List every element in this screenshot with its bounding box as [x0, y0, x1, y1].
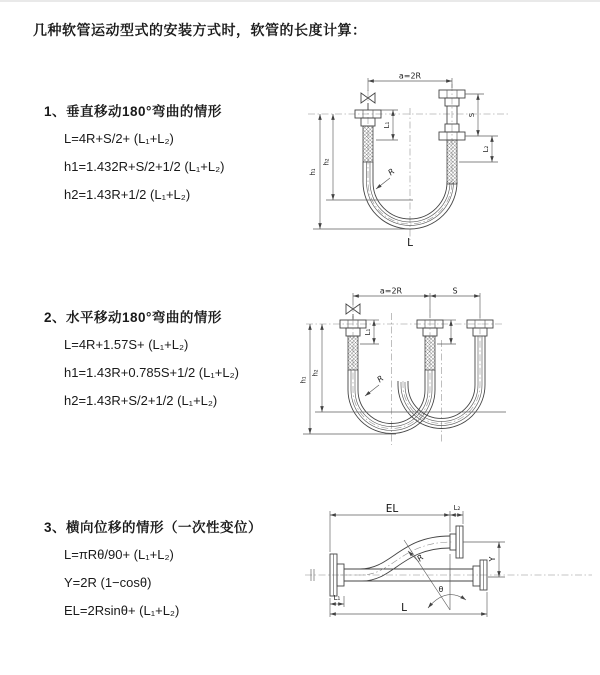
formula-L: L=πRθ/90+ (L₁+L₂) — [64, 547, 174, 562]
dim-label-h2: h₂ — [322, 158, 331, 166]
dim-label-S: S — [452, 286, 458, 296]
dim-label-Y: Y — [488, 556, 497, 562]
formula-h2: h2=1.43R+S/2+1/2 (L₁+L₂) — [64, 393, 218, 408]
dim-label-L1: L₁ — [383, 121, 391, 129]
dim-label-L2: L₂ — [453, 504, 461, 512]
diagram-horizontal-180-bend — [298, 285, 598, 460]
dim-label-L1: L₁ — [333, 594, 341, 602]
length-label-L: L — [407, 237, 413, 249]
dim-label-a2R: a=2R — [379, 286, 403, 296]
radius-label-R: R — [386, 166, 397, 178]
dim-label-S: S — [468, 112, 476, 118]
formula-EL: EL=2Rsinθ+ (L₁+L₂) — [64, 603, 180, 618]
radius-label-R: R — [415, 552, 426, 564]
diagram-vertical-180-bend — [300, 70, 590, 275]
dim-label-EL: EL — [385, 503, 399, 515]
section-3-heading: 3、横向位移的情形（一次性变位） — [44, 520, 263, 535]
dim-label-L2: L₂ — [482, 145, 490, 153]
formula-L: L=4R+1.57S+ (L₁+L₂) — [64, 337, 189, 352]
braided-hose-section-right — [447, 140, 457, 184]
s-curved-hose — [340, 536, 452, 581]
angle-label-theta: θ — [438, 585, 444, 594]
diagram-lateral-displacement — [300, 498, 600, 663]
dim-label-h1: h₁ — [309, 168, 317, 176]
formula-h1: h1=1.43R+0.785S+1/2 (L₁+L₂) — [64, 365, 239, 380]
section-horizontal-180 — [44, 306, 314, 415]
formula-h1: h1=1.432R+S/2+1/2 (L₁+L₂) — [64, 159, 225, 174]
dim-label-L1: L₁ — [364, 328, 372, 336]
page-title: 几种软管运动型式的安装方式时，软管的长度计算： — [33, 22, 367, 38]
formula-h2: h2=1.43R+1/2 (L₁+L₂) — [64, 187, 191, 202]
radius-label-R: R — [375, 373, 386, 385]
dim-label-L: L — [401, 602, 407, 614]
formula-Y: Y=2R (1−cosθ) — [64, 575, 152, 590]
upper-flange-displaced — [450, 526, 463, 558]
formula-L: L=4R+S/2+ (L₁+L₂) — [64, 131, 174, 146]
section-1-heading: 1、垂直移动180°弯曲的情形 — [44, 104, 222, 119]
dim-label-a2R: a=2R — [398, 71, 422, 81]
section-lateral-displacement — [44, 516, 314, 625]
section-2-heading: 2、水平移动180°弯曲的情形 — [44, 310, 222, 325]
braided-hose-section-left — [363, 126, 373, 162]
dim-label-h1: h₁ — [299, 376, 308, 384]
dim-label-h2: h₂ — [311, 369, 320, 377]
section-vertical-180 — [44, 100, 314, 209]
